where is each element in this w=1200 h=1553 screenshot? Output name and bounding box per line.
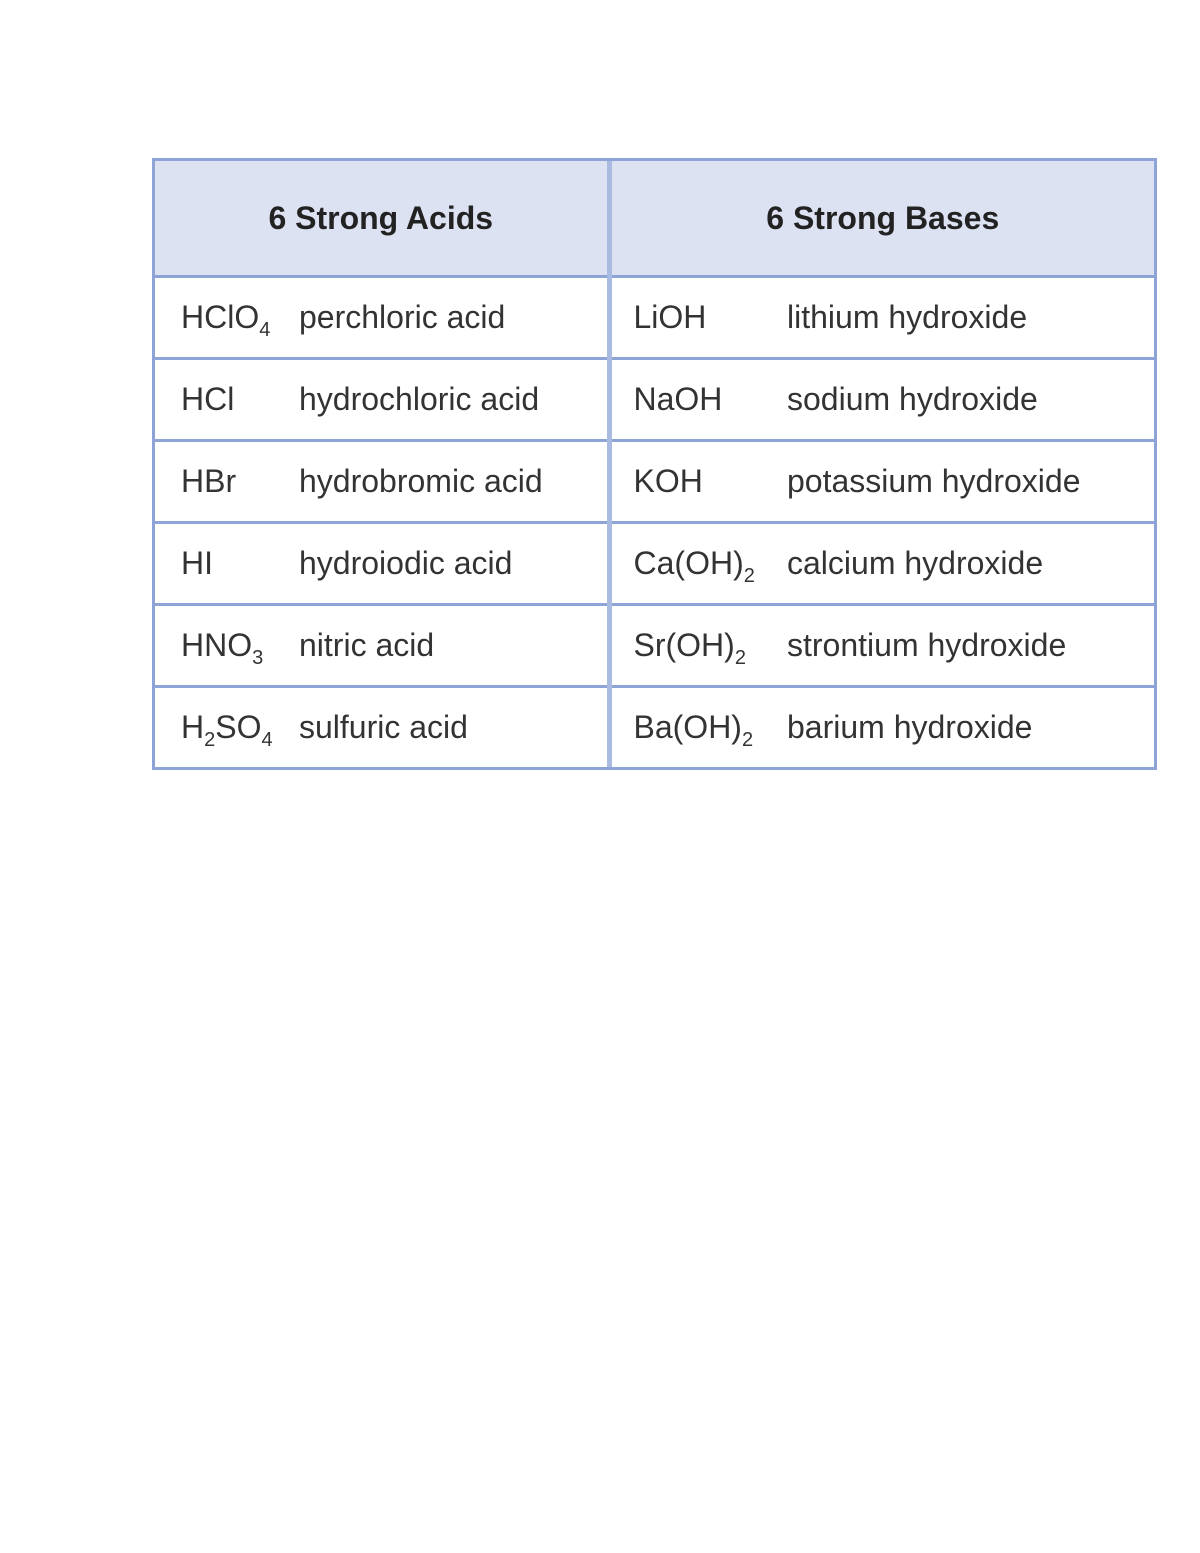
header-row xyxy=(155,161,1154,277)
strong-acids-bases-table xyxy=(152,158,1157,770)
base-name: calcium hydroxide xyxy=(787,523,1154,605)
base-formula: $Ba(OH)_2$ xyxy=(633,709,754,751)
table-row xyxy=(155,687,1154,768)
table-row xyxy=(155,605,1154,687)
acid-formula: HClO$_4$ xyxy=(155,277,299,359)
acid-name: nitric acid xyxy=(299,605,609,687)
table-row xyxy=(155,359,1154,441)
header-strong-bases: 6 Strong Bases xyxy=(609,161,1154,277)
table-body xyxy=(155,277,1154,768)
acid-name: sulfuric acid xyxy=(299,687,609,768)
base-name: strontium hydroxide xyxy=(787,605,1154,687)
base-formula: LiOH xyxy=(609,277,787,359)
base-formula: KOH xyxy=(609,441,787,523)
base-name: barium hydroxide xyxy=(787,709,1033,745)
acid-formula: $HNO_3$ xyxy=(155,605,299,687)
base-formula: $Sr(OH)_2$ xyxy=(609,605,787,687)
table xyxy=(155,161,1154,767)
base-formula: $Ca(OH)_2$ xyxy=(609,523,787,605)
acid-formula: HCl xyxy=(155,359,299,441)
acid-name: hydrochloric acid xyxy=(299,359,609,441)
base-formula: NaOH xyxy=(609,359,787,441)
header-strong-acids: 6 Strong Acids xyxy=(155,161,609,277)
acid-formula: HBr xyxy=(155,441,299,523)
base-name: sodium hydroxide xyxy=(787,359,1154,441)
acid-name: hydroiodic acid xyxy=(299,523,609,605)
base-name: lithium hydroxide xyxy=(787,277,1154,359)
table-row xyxy=(155,441,1154,523)
table-row xyxy=(155,277,1154,359)
table-row xyxy=(155,523,1154,605)
acid-formula: $H_2SO_4$ xyxy=(181,709,273,751)
acid-formula: HI xyxy=(155,523,299,605)
base-name: potassium hydroxide xyxy=(787,441,1154,523)
acid-name: hydrobromic acid xyxy=(299,441,609,523)
acid-name: perchloric acid xyxy=(299,277,609,359)
